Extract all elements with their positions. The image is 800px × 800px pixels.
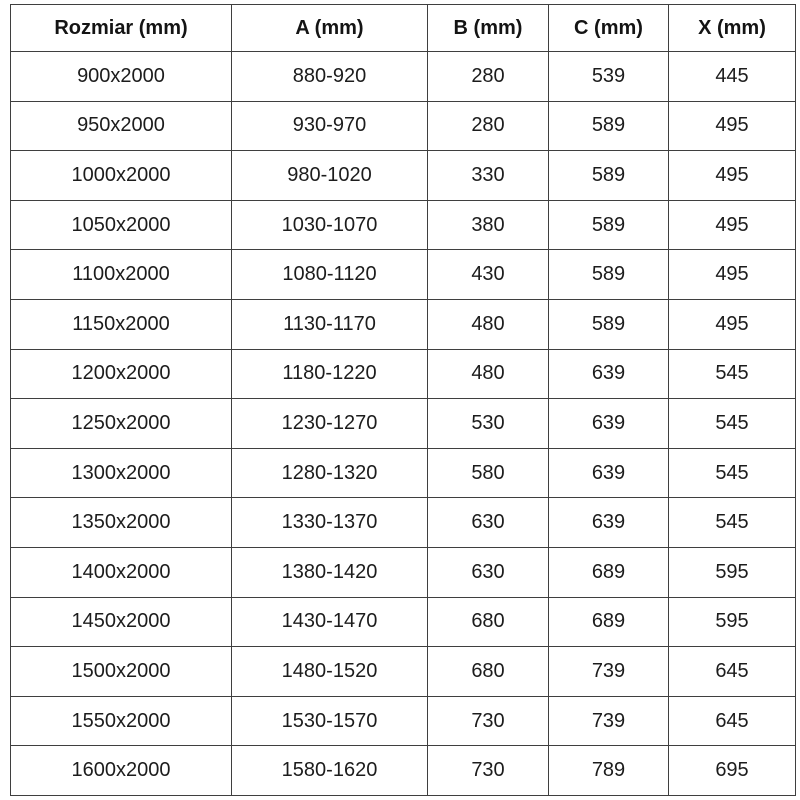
table-row: [11, 448, 796, 498]
table-cell: 1480-1520: [232, 647, 428, 697]
table-cell: 589: [549, 101, 669, 151]
table-cell: 1600x2000: [11, 746, 232, 796]
table-cell: 1300x2000: [11, 448, 232, 498]
table-row: [11, 498, 796, 548]
table-cell: 530: [428, 399, 549, 449]
table-cell: 545: [669, 399, 796, 449]
table-row: [11, 696, 796, 746]
table-cell: 639: [549, 448, 669, 498]
table-cell: 595: [669, 597, 796, 647]
table-cell: 1500x2000: [11, 647, 232, 697]
table-cell: 1230-1270: [232, 399, 428, 449]
table-cell: 630: [428, 498, 549, 548]
table-cell: 950x2000: [11, 101, 232, 151]
table-cell: 430: [428, 250, 549, 300]
table-cell: 695: [669, 746, 796, 796]
table-cell: 480: [428, 349, 549, 399]
table-cell: 639: [549, 399, 669, 449]
table-cell: 689: [549, 547, 669, 597]
table-cell: 495: [669, 200, 796, 250]
table-cell: 680: [428, 597, 549, 647]
table-cell: 739: [549, 647, 669, 697]
column-header-c: C (mm): [549, 5, 669, 52]
table-cell: 495: [669, 151, 796, 201]
table-cell: 730: [428, 696, 549, 746]
table-cell: 789: [549, 746, 669, 796]
table-cell: 545: [669, 448, 796, 498]
column-header-b: B (mm): [428, 5, 549, 52]
table-cell: 539: [549, 52, 669, 102]
table-cell: 880-920: [232, 52, 428, 102]
table-cell: 1000x2000: [11, 151, 232, 201]
table-cell: 580: [428, 448, 549, 498]
table-cell: 330: [428, 151, 549, 201]
table-cell: 645: [669, 647, 796, 697]
column-header-x: X (mm): [669, 5, 796, 52]
table-cell: 630: [428, 547, 549, 597]
table-row: [11, 597, 796, 647]
table-cell: 1100x2000: [11, 250, 232, 300]
table-cell: 1380-1420: [232, 547, 428, 597]
table-cell: 589: [549, 200, 669, 250]
table-cell: 930-970: [232, 101, 428, 151]
table-cell: 730: [428, 746, 549, 796]
table-cell: 380: [428, 200, 549, 250]
header-row: [11, 5, 796, 52]
table-cell: 1430-1470: [232, 597, 428, 647]
size-table-container: [10, 4, 795, 796]
table-cell: 689: [549, 597, 669, 647]
table-row: [11, 349, 796, 399]
table-row: [11, 250, 796, 300]
table-cell: 545: [669, 349, 796, 399]
table-cell: 1030-1070: [232, 200, 428, 250]
table-cell: 1280-1320: [232, 448, 428, 498]
table-cell: 1080-1120: [232, 250, 428, 300]
table-row: [11, 151, 796, 201]
table-row: [11, 299, 796, 349]
table-cell: 680: [428, 647, 549, 697]
table-cell: 1400x2000: [11, 547, 232, 597]
table-cell: 639: [549, 349, 669, 399]
table-cell: 900x2000: [11, 52, 232, 102]
table-cell: 589: [549, 250, 669, 300]
column-header-rozmiar: Rozmiar (mm): [11, 5, 232, 52]
table-row: [11, 52, 796, 102]
table-cell: 1050x2000: [11, 200, 232, 250]
table-cell: 739: [549, 696, 669, 746]
table-cell: 1200x2000: [11, 349, 232, 399]
table-cell: 1250x2000: [11, 399, 232, 449]
table-row: [11, 547, 796, 597]
table-cell: 545: [669, 498, 796, 548]
table-cell: 1350x2000: [11, 498, 232, 548]
table-row: [11, 101, 796, 151]
table-cell: 639: [549, 498, 669, 548]
table-cell: 980-1020: [232, 151, 428, 201]
table-cell: 280: [428, 52, 549, 102]
table-cell: 589: [549, 299, 669, 349]
table-row: [11, 200, 796, 250]
table-row: [11, 746, 796, 796]
table-cell: 1150x2000: [11, 299, 232, 349]
table-cell: 495: [669, 250, 796, 300]
table-cell: 1180-1220: [232, 349, 428, 399]
table-cell: 589: [549, 151, 669, 201]
table-cell: 495: [669, 101, 796, 151]
column-header-a: A (mm): [232, 5, 428, 52]
size-specification-table: [10, 4, 796, 796]
table-row: [11, 399, 796, 449]
table-cell: 1550x2000: [11, 696, 232, 746]
table-cell: 1530-1570: [232, 696, 428, 746]
table-cell: 1450x2000: [11, 597, 232, 647]
table-cell: 595: [669, 547, 796, 597]
table-cell: 445: [669, 52, 796, 102]
table-cell: 480: [428, 299, 549, 349]
table-cell: 280: [428, 101, 549, 151]
table-row: [11, 647, 796, 697]
table-cell: 1130-1170: [232, 299, 428, 349]
table-cell: 1580-1620: [232, 746, 428, 796]
table-cell: 1330-1370: [232, 498, 428, 548]
table-cell: 645: [669, 696, 796, 746]
table-cell: 495: [669, 299, 796, 349]
